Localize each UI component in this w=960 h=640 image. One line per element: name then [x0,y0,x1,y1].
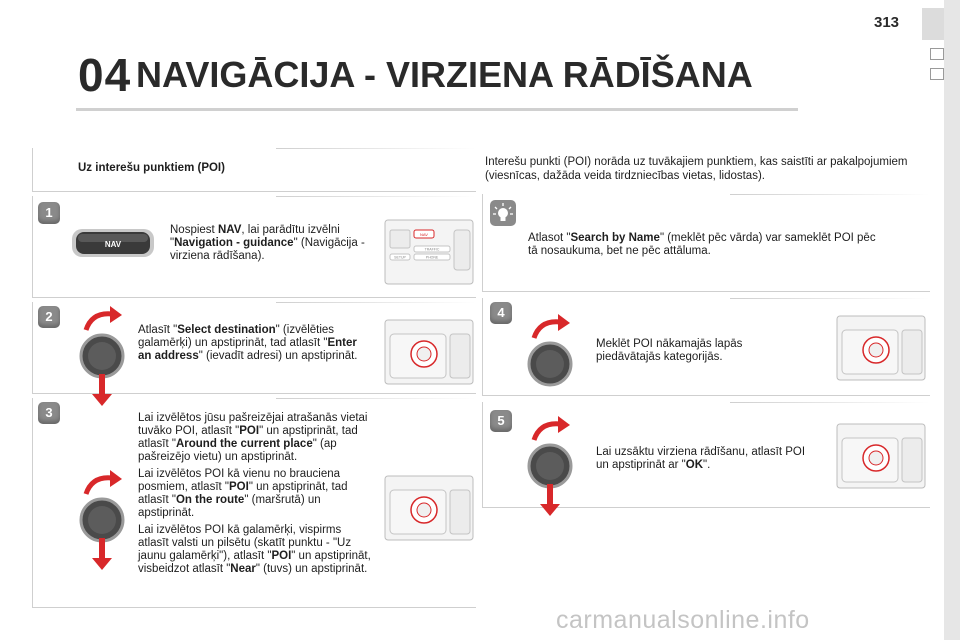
text-run: Atlasot " [528,232,571,244]
bold-term: POI [271,550,292,562]
tip-text [528,232,888,262]
bold-term: NAV [217,224,242,236]
text-run: " (ap pašreizējo vietu) un apstiprināt. [138,438,337,463]
text-run: " (maršrutā) un apstiprināt. [138,494,321,519]
radio-panel-image [384,318,474,386]
text-run: Meklēt POI nākamajās lapās piedāvātajās kategorijās. [596,338,743,363]
chapter-title: NAVIGĀCIJA - VIRZIENA RĀDĪŠANA [136,54,753,95]
text-run: " (ievadīt adresi) un apstiprināt. [198,350,358,362]
radio-panel-image [836,314,926,382]
text-run: Lai izvēlētos POI kā vienu no brauciena posmiem, atlasīt " [138,468,341,493]
margin-box [930,68,944,80]
bold-term: Near [230,563,256,575]
text-run: " (izvēlēties galamērķi) un apstiprināt, tad atlasīt " [138,324,335,349]
rotary-knob-icon [514,306,588,418]
text-run: Nospiest [170,224,218,236]
bold-term: On the route [175,494,245,506]
nav-button-label: NAV [104,240,122,249]
text-run: Lai uzsāktu virziena rādīšanu, atlasīt POI un apstiprināt ar " [596,446,806,471]
step-4-text [596,338,796,368]
rotary-knob-icon [514,408,588,520]
step-3-text [138,412,374,580]
panel-nav-label: NAV [420,232,428,237]
bold-term: POI [229,481,249,493]
bold-term: POI [239,425,260,437]
panel-phone-label: PHONE [425,255,439,260]
text-run: " un apstiprināt, visbeidzot atlasīt " [138,550,371,575]
text-run: " un apstiprināt, tad atlasīt " [138,481,348,506]
bold-term: Search by Name [570,232,660,244]
chapter-number: 04 [78,49,132,101]
bold-term: Select destination [177,324,276,336]
radio-panel-image [384,218,474,286]
step-badge-3: 3 [38,402,60,424]
panel-traffic-label: TRAFFIC [424,247,440,252]
bold-term: OK [685,459,703,471]
text-run: " (meklēt pēc vārda) var sameklēt POI pēc tā nosaukuma, bet ne pēc attāluma. [528,232,876,257]
text-run: " (Navigācija - virziena rādīšana). [170,237,365,262]
panel-setup-label: SETUP [394,255,406,260]
step-badge-1: 1 [38,202,60,224]
step-badge-4: 4 [490,302,512,324]
text-run: Atlasīt " [138,324,178,336]
bold-term: Navigation - guidance [174,237,294,249]
subheading: Uz interešu punktiem (POI) [78,162,225,174]
rotary-knob-icon [66,462,140,574]
title-rule [76,108,798,111]
step-1-text [170,224,370,267]
bold-term: Enter an address [138,337,357,362]
text-run: " un apstiprināt, tad atlasīt " [138,425,358,450]
text-run: , lai parādītu izvēlni " [170,224,340,249]
text-run: ". [703,459,711,471]
bold-term: Around the current place [175,438,313,450]
page-number: 313 [874,14,900,31]
text-run: Lai izvēlētos POI kā galamērķi, vispirms atlasīt valsti un pilsētu (skatīt punktu - "Uz jaunu galamērķi"), atlasīt " [138,524,352,562]
step-5-text [596,446,814,476]
page-corner-tab [922,8,944,40]
text-run: Lai izvēlētos jūsu pašreizējai atrašanās vietai tuvāko POI, atlasīt " [138,412,368,437]
step-badge-5: 5 [490,410,512,432]
rotary-knob-icon [66,298,140,410]
radio-panel-image [384,474,474,542]
nav-button-icon [70,226,156,260]
step-2-text [138,324,360,367]
step-badge-2: 2 [38,306,60,328]
margin-box [930,48,944,60]
text-run: " (tuvs) un apstiprināt. [255,563,368,575]
page-margin-strip [944,0,960,640]
radio-panel-image [836,422,926,490]
intro-text: Interešu punkti (POI) norāda uz tuvākajiem punktiem, kas saistīti ar pakalpojumiem (viesnīcas, dažāda veida tirdzniecības vietas, lidostas). [485,156,908,182]
watermark: carmanualsonline.info [556,606,810,634]
lightbulb-icon [490,200,516,226]
